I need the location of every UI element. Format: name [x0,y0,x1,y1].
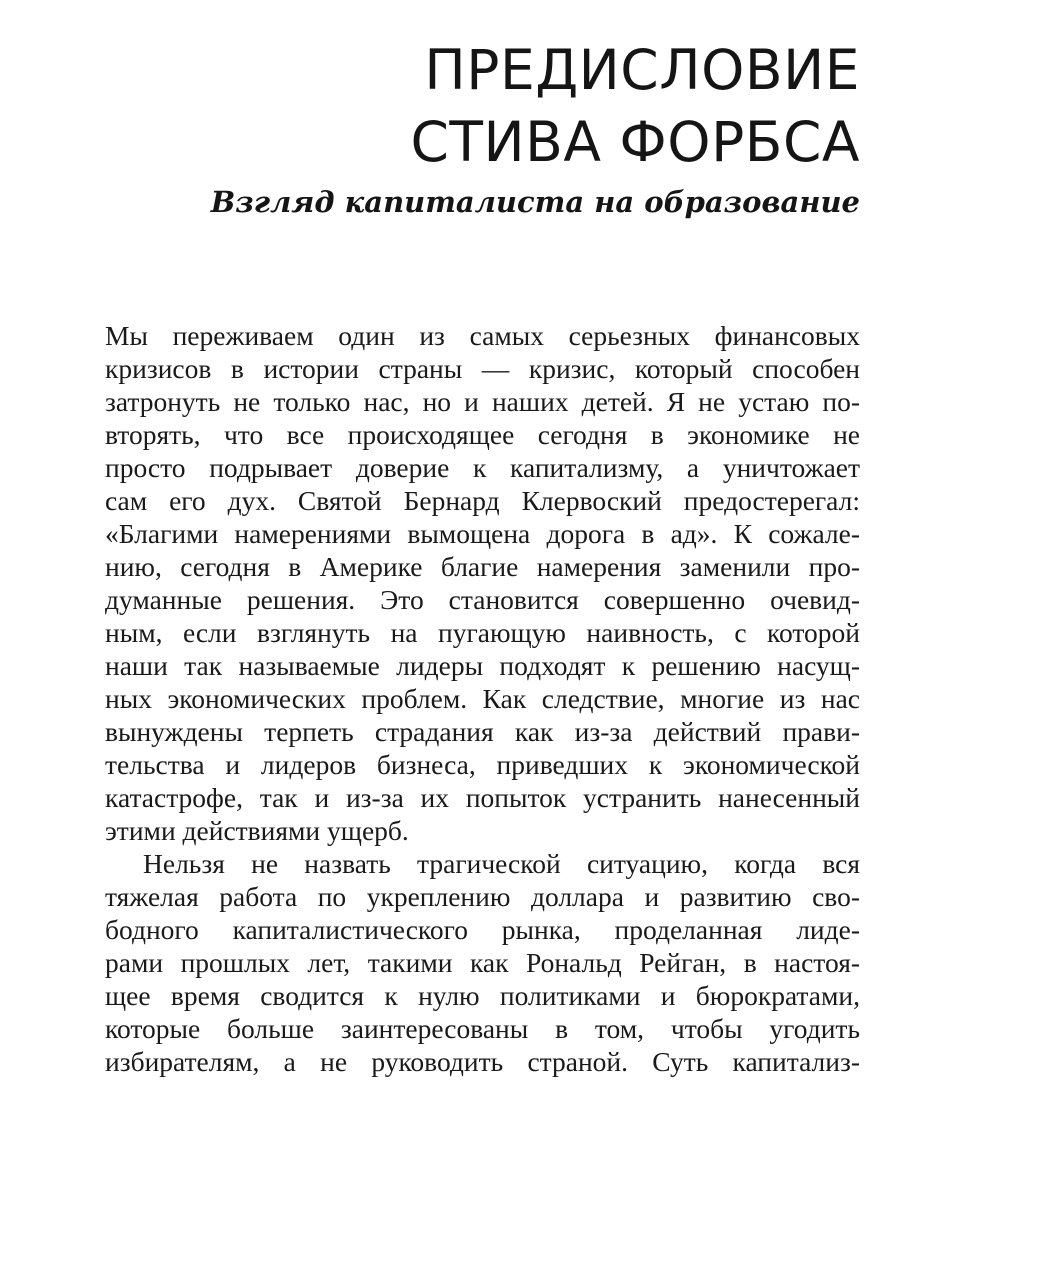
text-line: бодного капиталистического рынка, проделанная лиде- [105,914,860,945]
text-line: Мы переживаем один из самых серьезных финансовых [105,320,860,351]
text-line: нию, сегодня в Америке благие намерения заменили про- [105,551,860,582]
text-line: тяжелая работа по укреплению доллара и развитию сво- [105,881,860,912]
text-line: кризисов в истории страны — кризис, который способен [105,353,860,384]
chapter-subtitle: Взгляд капиталиста на образование [210,185,860,219]
chapter-title-line-2: СТИВА ФОРБСА [410,110,860,174]
text-line: сам его дух. Святой Бернард Клервоский предостерегал: [105,485,860,516]
text-line: тельства и лидеров бизнеса, приведших к экономической [105,749,860,780]
text-line: затронуть не только нас, но и наших детей. Я не устаю по- [105,386,860,417]
text-line: ным, если взглянуть на пугающую наивность, с которой [105,617,860,648]
chapter-title-line-1: ПРЕДИСЛОВИЕ [424,38,860,102]
text-line: щее время сводится к нулю политиками и бюрократами, [105,980,860,1011]
chapter-title [410,34,860,178]
text-line: которые больше заинтересованы в том, чтобы угодить [105,1013,860,1044]
text-line: Нельзя не назвать трагической ситуацию, когда вся [143,848,860,879]
text-line: рами прошлых лет, такими как Рональд Рейган, в настоя- [105,947,860,978]
text-line: наши так называемые лидеры подходят к решению насущ- [105,650,860,681]
text-line: думанные решения. Это становится совершенно очевид- [105,584,860,615]
text-line: вторять, что все происходящее сегодня в экономике не [105,419,860,450]
text-line: «Благими намерениями вымощена дорога в ад». К сожале- [105,518,860,549]
text-line: вынуждены терпеть страдания как из-за действий прави- [105,716,860,747]
text-line: катастрофе, так и из-за их попыток устранить нанесенный [105,782,860,813]
text-line: этими действиями ущерб. [105,815,409,846]
text-line: просто подрывает доверие к капитализму, а уничтожает [105,452,860,483]
text-line: ных экономических проблем. Как следствие, многие из нас [105,683,860,714]
text-line: избирателям, а не руководить страной. Суть капитализ- [105,1046,860,1077]
